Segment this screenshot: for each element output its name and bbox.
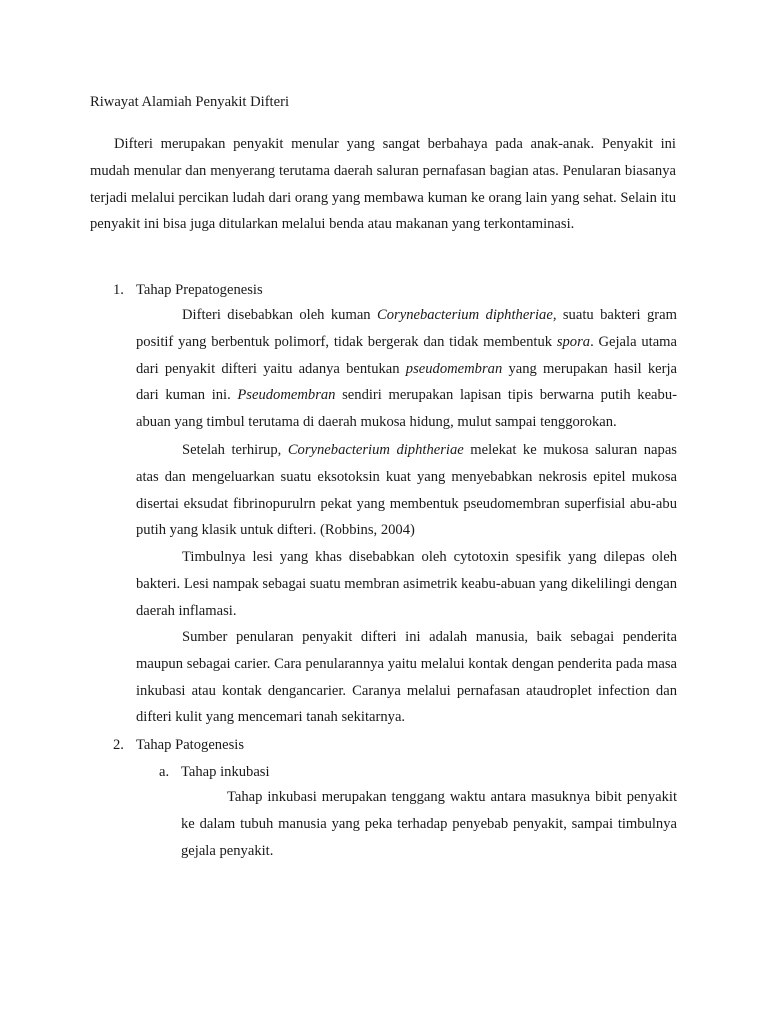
subsection-a-paragraph: Tahap inkubasi merupakan tenggang waktu antara masuknya bibit penyakit ke dalam tubuh manusia yang peka terhadap penyebab penyakit, sampai timbulnya gejala penyakit. [181,789,677,859]
subsection-a-letter: a. [159,764,170,780]
section-2-heading: Tahap Patogenesis [136,737,244,753]
document-title: Riwayat Alamiah Penyakit Difteri [90,94,289,110]
section-1-paragraph-3: Timbulnya lesi yang khas disebabkan oleh cytotoxin spesifik yang dilepas oleh bakteri. Lesi nampak sebagai suatu membran asimetrik keabu-abuan yang dikelilingi dengan daerah inflamasi. [136,549,678,619]
intro-paragraph: Difteri merupakan penyakit menular yang sangat berbahaya pada anak-anak. Penyakit ini mudah menular dan menyerang terutama daerah saluran pernafasan bagian atas. Penularan biasanya terjadi melalui percikan ludah dari orang yang membawa kuman ke orang lain yang sehat. Selain itu penyakit ini bisa juga ditularkan melalui benda atau makanan yang terkontaminasi. [90,136,676,233]
section-1-paragraph-4: Sumber penularan penyakit difteri ini adalah manusia, baik sebagai penderita maupun sebagai carier. Cara penularannya yaitu melalui kontak dengan penderita pada masa inkubasi atau kontak dengancarier. Caranya melalui pernafasan ataudroplet infection dan difteri kulit yang mencemari tanah sekitarnya. [136,629,677,726]
section-1-paragraph-1: Difteri disebabkan oleh kuman Corynebacterium diphtheriae, suatu bakteri gram positif yang berbentuk polimorf, tidak bergerak dan tidak membentuk spora. Gejala utama dari penyakit difteri yaitu adanya bentukan pseudomembran yang merupakan hasil kerja dari kuman ini. Pseudomembran sendiri merupakan lapisan tipis berwarna putih keabu-abuan yang timbul terutama di daerah mukosa hidung, mulut sampai tenggorokan. [136,307,677,431]
section-1-paragraph-2: Setelah terhirup, Corynebacterium diphtheriae melekat ke mukosa saluran napas atas dan mengeluarkan suatu eksotoksin kuat yang menyebabkan nekrosis epitel mukosa disertai eksudat fibrinopurulrn pekat yang membentuk pseudomembran superfisial abu-abu putih yang klasik untuk difteri. (Robbins, 2004) [136,442,677,539]
section-2-number: 2. [113,737,124,753]
section-1-number: 1. [113,282,124,298]
subsection-a-heading: Tahap inkubasi [181,764,270,780]
section-1-heading: Tahap Prepatogenesis [136,282,263,298]
